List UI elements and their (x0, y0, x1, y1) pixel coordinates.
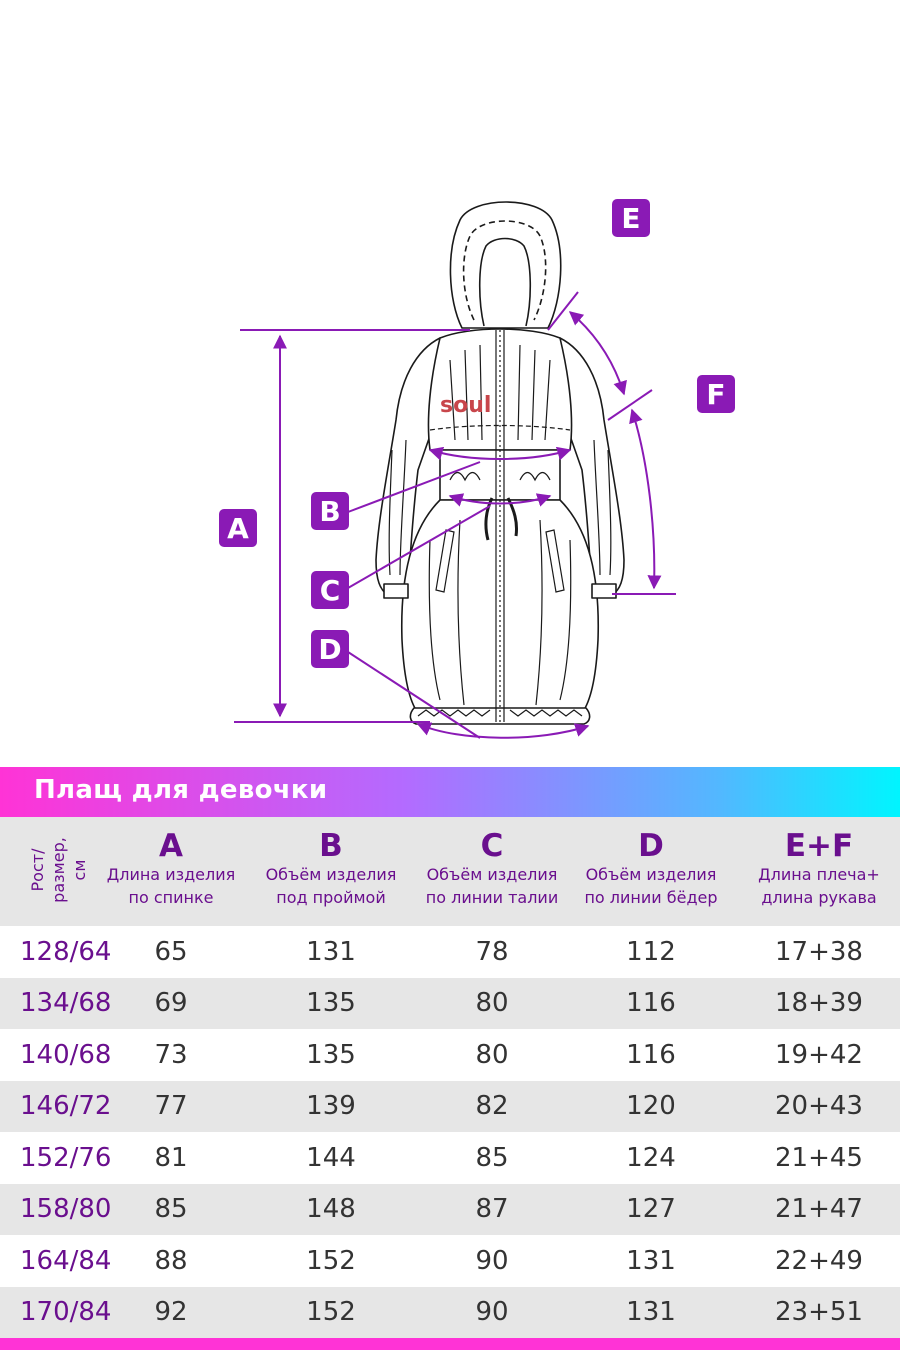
svg-text:E: E (621, 202, 641, 235)
col-desc: Длина плеча+ длина рукава (758, 865, 880, 907)
bottom-bar (0, 1338, 900, 1350)
col-letter: C (480, 828, 504, 864)
col-desc: Длина изделия по спинке (106, 865, 236, 907)
value-cell: 152 (242, 1287, 420, 1339)
size-cell: 140/68 (0, 1029, 100, 1081)
table-row (0, 1132, 900, 1184)
col-desc: Объём изделия по линии талии (425, 865, 559, 907)
table-row (0, 926, 900, 978)
header-col-d (564, 817, 738, 926)
value-cell: 73 (100, 1029, 242, 1081)
header-size (0, 817, 100, 926)
header-col-b (242, 817, 420, 926)
value-cell: 131 (242, 926, 420, 978)
badge-a (219, 509, 257, 547)
value-cell: 18+39 (738, 978, 900, 1030)
value-cell: 20+43 (738, 1081, 900, 1133)
value-cell: 135 (242, 1029, 420, 1081)
header-col-ef (738, 817, 900, 926)
value-cell: 139 (242, 1081, 420, 1133)
size-cell: 128/64 (0, 926, 100, 978)
value-cell: 65 (100, 926, 242, 978)
value-cell: 131 (564, 1235, 738, 1287)
size-table (0, 817, 900, 1338)
badge-b (311, 492, 349, 530)
value-cell: 17+38 (738, 926, 900, 978)
table-row (0, 1287, 900, 1339)
table-row (0, 1029, 900, 1081)
value-cell: 80 (420, 978, 564, 1030)
value-cell: 127 (564, 1184, 738, 1236)
value-cell: 85 (420, 1132, 564, 1184)
svg-text:A: A (227, 512, 249, 545)
badge-c (311, 571, 349, 609)
value-cell: 21+47 (738, 1184, 900, 1236)
value-cell: 116 (564, 1029, 738, 1081)
svg-text:B: B (319, 495, 341, 528)
title-bar (0, 767, 900, 817)
value-cell: 124 (564, 1132, 738, 1184)
col-letter: E+F (784, 828, 854, 864)
table-row (0, 1184, 900, 1236)
col-letter: B (319, 828, 343, 864)
value-cell: 21+45 (738, 1132, 900, 1184)
badge-d (311, 630, 349, 668)
value-cell: 92 (100, 1287, 242, 1339)
size-cell: 164/84 (0, 1235, 100, 1287)
value-cell: 80 (420, 1029, 564, 1081)
header-size-label: Рост/ размер, см (28, 837, 89, 903)
size-cell: 134/68 (0, 978, 100, 1030)
value-cell: 82 (420, 1081, 564, 1133)
col-letter: A (159, 828, 183, 864)
value-cell: 85 (100, 1184, 242, 1236)
col-desc: Объём изделия по линии бёдер (584, 865, 718, 907)
header-col-a (100, 817, 242, 926)
value-cell: 87 (420, 1184, 564, 1236)
col-letter: D (638, 828, 664, 864)
value-cell: 69 (100, 978, 242, 1030)
value-cell: 19+42 (738, 1029, 900, 1081)
value-cell: 116 (564, 978, 738, 1030)
svg-text:C: C (319, 574, 341, 607)
size-cell: 146/72 (0, 1081, 100, 1133)
page-title: Плащ для девочки (34, 775, 328, 805)
value-cell: 148 (242, 1184, 420, 1236)
value-cell: 112 (564, 926, 738, 978)
value-cell: 77 (100, 1081, 242, 1133)
value-cell: 22+49 (738, 1235, 900, 1287)
value-cell: 144 (242, 1132, 420, 1184)
value-cell: 90 (420, 1235, 564, 1287)
table-header (0, 817, 900, 926)
value-cell: 23+51 (738, 1287, 900, 1339)
value-cell: 88 (100, 1235, 242, 1287)
col-desc: Объём изделия под проймой (265, 865, 397, 907)
badge-f (697, 375, 735, 413)
size-cell: 152/76 (0, 1132, 100, 1184)
header-col-c (420, 817, 564, 926)
value-cell: 90 (420, 1287, 564, 1339)
value-cell: 131 (564, 1287, 738, 1339)
value-cell: 135 (242, 978, 420, 1030)
size-cell: 158/80 (0, 1184, 100, 1236)
table-row (0, 1081, 900, 1133)
table-row (0, 978, 900, 1030)
print-soul: soul (440, 393, 492, 418)
size-cell: 170/84 (0, 1287, 100, 1339)
svg-text:F: F (706, 378, 726, 411)
value-cell: 120 (564, 1081, 738, 1133)
value-cell: 152 (242, 1235, 420, 1287)
table-row (0, 1235, 900, 1287)
svg-text:D: D (318, 633, 342, 666)
value-cell: 81 (100, 1132, 242, 1184)
value-cell: 78 (420, 926, 564, 978)
badge-e (612, 199, 650, 237)
